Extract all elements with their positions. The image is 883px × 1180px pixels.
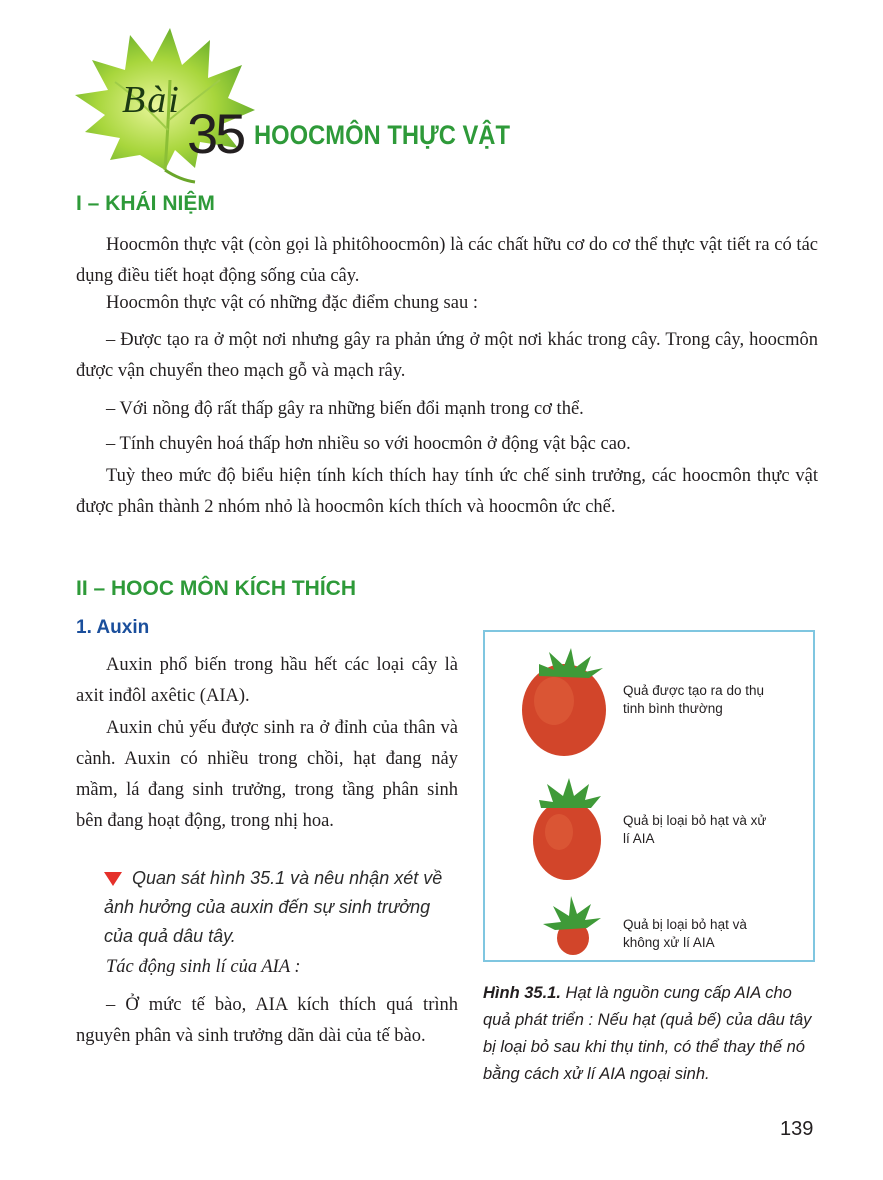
question-text: Quan sát hình 35.1 và nêu nhận xét về ảnh hưởng của auxin đến sự sinh trưởng của quả dâu tây. [104,868,443,946]
lesson-number: 35 [187,102,244,165]
figure-caption [483,980,823,1088]
effect-title: Tác động sinh lí của AIA : [106,957,301,977]
lesson-word: Bài [122,79,181,121]
page-number: 139 [780,1118,814,1140]
paragraph: – Tính chuyên hoá thấp hơn nhiều so với hoocmôn ở động vật bậc cao. [106,434,631,454]
figure-caption-text: Hạt là nguồn cung cấp AIA cho quả phát triển : Nếu hạt (quả bế) của dâu tây bị loại bỏ sau khi thụ tinh, có thể thay thế nó bằng cách xử lí AIA ngoại sinh. [483,984,812,1083]
paragraph: Hoocmôn thực vật (còn gọi là phitôhoocmôn) là các chất hữu cơ do cơ thể thực vật tiết ra có tác dụng điều tiết hoạt động sống của cây. [76,235,818,286]
section-heading-concept: I – KHÁI NIỆM [76,192,215,215]
paragraph: – Ở mức tế bào, AIA kích thích quá trình nguyên phân và sinh trưởng dãn dài của tế bào. [76,995,458,1046]
strawberry-large-icon [519,646,609,761]
section-heading-stimulating: II – HOOC MÔN KÍCH THÍCH [76,577,357,600]
strawberry-small-icon [541,896,601,958]
paragraph: Hoocmôn thực vật có những đặc điểm chung sau : [106,293,478,313]
paragraph: – Được tạo ra ở một nơi nhưng gây ra phản ứng ở một nơi khác trong cây. Trong cây, hoocmôn được vận chuyển theo mạch gỗ và mạch rây. [76,330,818,381]
page-title: HOOCMÔN THỰC VẬT [254,120,510,150]
figure-35-1 [483,630,815,962]
paragraph: Tuỳ theo mức độ biểu hiện tính kích thích hay tính ức chế sinh trưởng, các hoocmôn thực vật được phân thành 2 nhóm nhỏ là hoocmôn kích thích và hoocmôn ức chế. [76,466,818,517]
figure-label: Quả bị loại bỏ hạt và xử lí AIA [623,813,767,846]
figure-caption-number: Hình 35.1. [483,984,561,1002]
paragraph: Auxin phổ biến trong hầu hết các loại cây là axit inđôl axêtic (AIA). [76,655,458,706]
paragraph: – Với nồng độ rất thấp gây ra những biến đổi mạnh trong cơ thể. [106,399,584,419]
figure-label: Quả được tạo ra do thụ tinh bình thường [623,683,764,716]
lesson-header [70,20,830,180]
paragraph: Auxin chủ yếu được sinh ra ở đỉnh của thân và cành. Auxin có nhiều trong chồi, hạt đang nảy mầm, lá đang sinh trưởng, trong tầng phân sinh bên đang hoạt động, trong nhị hoa. [76,718,458,831]
subheading-auxin: 1. Auxin [76,617,150,638]
figure-label: Quả bị loại bỏ hạt và không xử lí AIA [623,917,747,950]
strawberry-medium-icon [529,778,605,882]
